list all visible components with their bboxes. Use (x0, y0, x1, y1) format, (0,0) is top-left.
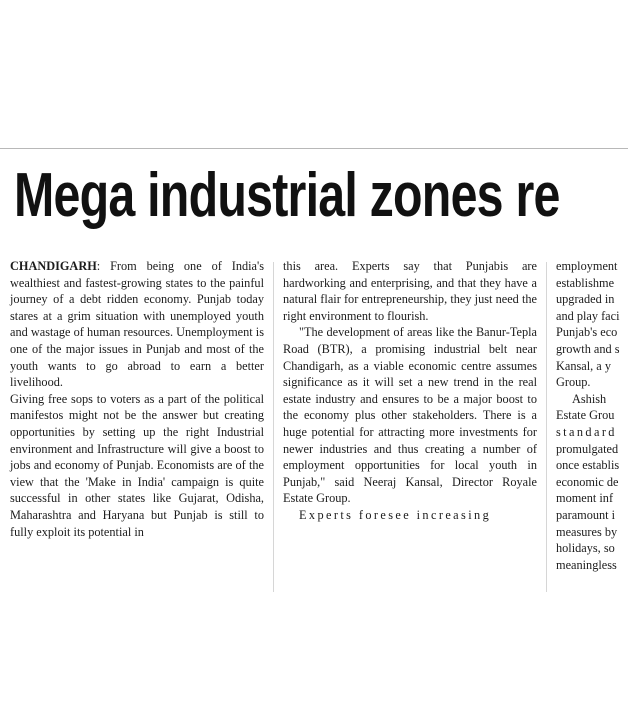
article-column-3 (556, 258, 628, 573)
column-divider (273, 262, 274, 592)
paragraph: "The development of areas like the Banur-Tepla Road (BTR), a promising industrial belt near Chandigarh, as a viable economic centre assumes significance as it will set a new trend in the real estate industry and ensures to be a major boost to the economy plus other stakeholders. There is a huge potential for attracting more investments for newer industries and thus creating a number of employment opportunities for local youth in Punjab," said Neeraj Kansal, Director Royale Estate Group. (283, 325, 537, 506)
column-line: Estate Grou (556, 408, 615, 423)
column-line: establishme (556, 275, 615, 290)
paragraph: this area. Experts say that Punjabis are hardworking and enterprising, and that they have a natural flair for entrepreneurship, they just need the right environment to flourish. (283, 259, 537, 323)
headline: Mega industrial zones re (14, 161, 560, 230)
column-divider (546, 262, 547, 592)
paragraph (10, 258, 264, 391)
column-line: measures by (556, 524, 618, 539)
column-line: promulgated (556, 441, 619, 456)
dateline: CHANDIGARH (10, 259, 97, 273)
column-line: holidays, so (556, 541, 615, 556)
paragraph-text: : From being one of India's wealthiest and fastest-growing states to the painful journey of a debt ridden economy. Punjab today stares at a grim situation with unemployed youth and wastage of human resources. Unemployment is one of the major issues in Punjab and most of the youth wants to go abroad to earn a better livelihood. (10, 259, 264, 390)
column-line: standard (556, 424, 617, 439)
column-line: and play faci (556, 308, 620, 323)
column-line: Group. (556, 375, 591, 390)
column-line: Ashish (572, 391, 607, 406)
top-rule (0, 148, 628, 149)
column-line: Kansal, a y (556, 358, 611, 373)
article-column-1 (10, 258, 264, 540)
column-line: Punjab's eco (556, 325, 618, 340)
article-column-2 (283, 258, 537, 524)
column-line: employment (556, 259, 618, 273)
paragraph: Experts foresee increasing (299, 507, 492, 522)
column-line: once establis (556, 458, 620, 473)
column-line: moment inf (556, 491, 614, 506)
column-line: economic de (556, 474, 619, 489)
column-line: meaningless (556, 557, 617, 572)
column-line: growth and s (556, 341, 620, 356)
paragraph: Giving free sops to voters as a part of the political manifestos might not be the answer but creating opportunities by setting up the right Industrial environment and Infrastructure will give a boost to jobs and economy of Punjab. Economists are of the view that the 'Make in India' campaign is quite successful in other states like Gujarat, Odisha, Maharashtra and Haryana but Punjab is still to fully exploit its potential in (10, 391, 264, 539)
column-line: upgraded in (556, 292, 615, 307)
column-line: paramount i (556, 507, 616, 522)
